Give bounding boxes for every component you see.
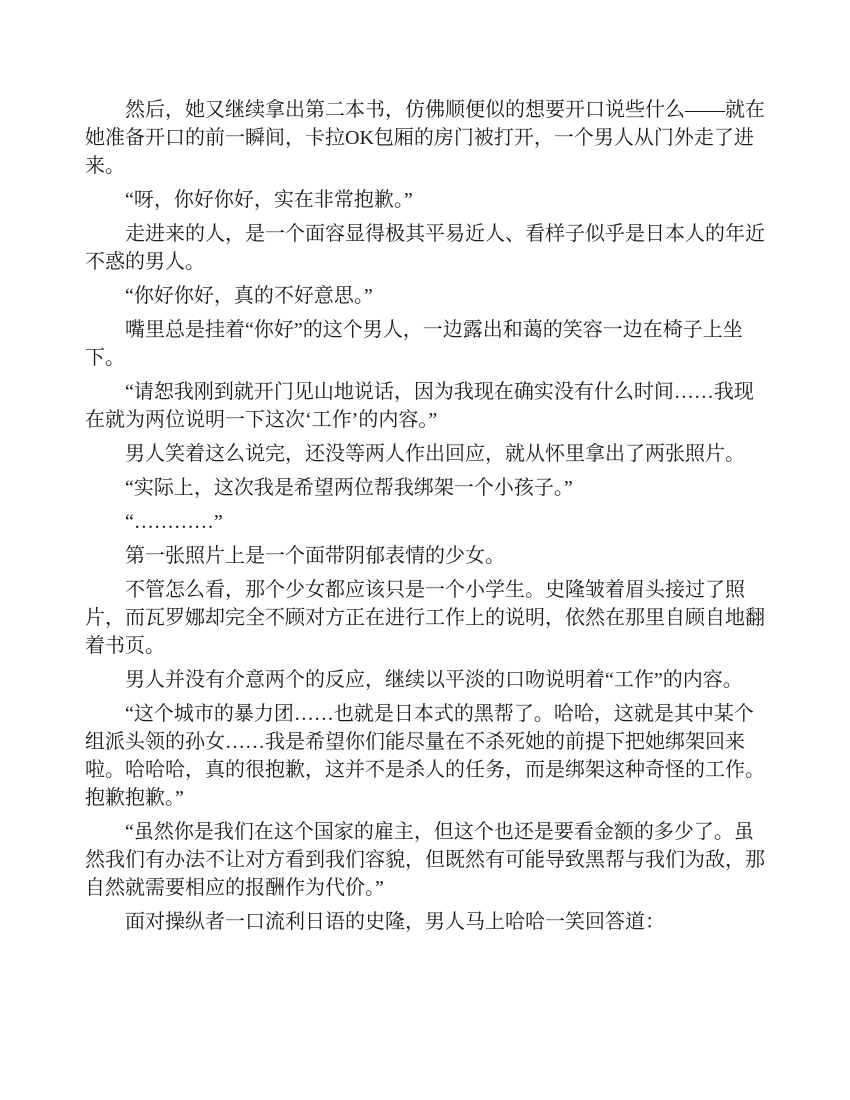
paragraph: 面对操纵者一口流利日语的史隆，男人马上哈哈一笑回答道：: [125, 911, 665, 933]
paragraph: “这个城市的暴力团……也就是日本式的黑帮了。哈哈，这就是其中某个组派头领的孙女……我是希望你们能尽量在不杀死她的前提下把她绑架回来啦。哈哈哈，真的很抱歉，这并不是杀人的任务，而是绑架这种奇怪的工作。抱歉抱歉。”: [85, 703, 765, 809]
paragraph: 第一张照片上是一个面带阴郁表情的少女。: [125, 545, 505, 567]
text-content: [85, 96, 765, 936]
paragraph: “你好你好，真的不好意思。”: [125, 285, 373, 307]
paragraph: “…………”: [125, 511, 223, 533]
paragraph: 嘴里总是挂着“你好”的这个男人，一边露出和蔼的笑容一边在椅子上坐下。: [85, 319, 743, 369]
paragraph: “实际上，这次我是希望两位帮我绑架一个小孩子。”: [125, 477, 573, 499]
paragraph: “虽然你是我们在这个国家的雇主，但这个也还是要看金额的多少了。虽然我们有办法不让对方看到我们容貌，但既然有可能导致黑帮与我们为敌，那自然就需要相应的报酬作为代价。”: [85, 821, 765, 899]
paragraph: “呀，你好你好，实在非常抱歉。”: [125, 189, 413, 211]
paragraph: 男人笑着这么说完，还没等两人作出回应，就从怀里拿出了两张照片。: [125, 443, 745, 465]
paragraph: 男人并没有介意两个的反应，继续以平淡的口吻说明着“工作”的内容。: [125, 669, 743, 691]
paragraph: “请恕我刚到就开门见山地说话，因为我现在确实没有什么时间……我现在就为两位说明一下这次‘工作’的内容。”: [85, 381, 754, 431]
paragraph: 走进来的人，是一个面容显得极其平易近人、看样子似乎是日本人的年近不惑的男人。: [85, 223, 765, 273]
paragraph: 不管怎么看，那个少女都应该只是一个小学生。史隆皱着眉头接过了照片，而瓦罗娜却完全不顾对方正在进行工作上的说明，依然在那里自顾自地翻着书页。: [85, 579, 765, 657]
paragraph: 然后，她又继续拿出第二本书，仿佛顺便似的想要开口说些什么——就在她准备开口的前一瞬间，卡拉OK包厢的房门被打开，一个男人从门外走了进来。: [85, 99, 765, 177]
